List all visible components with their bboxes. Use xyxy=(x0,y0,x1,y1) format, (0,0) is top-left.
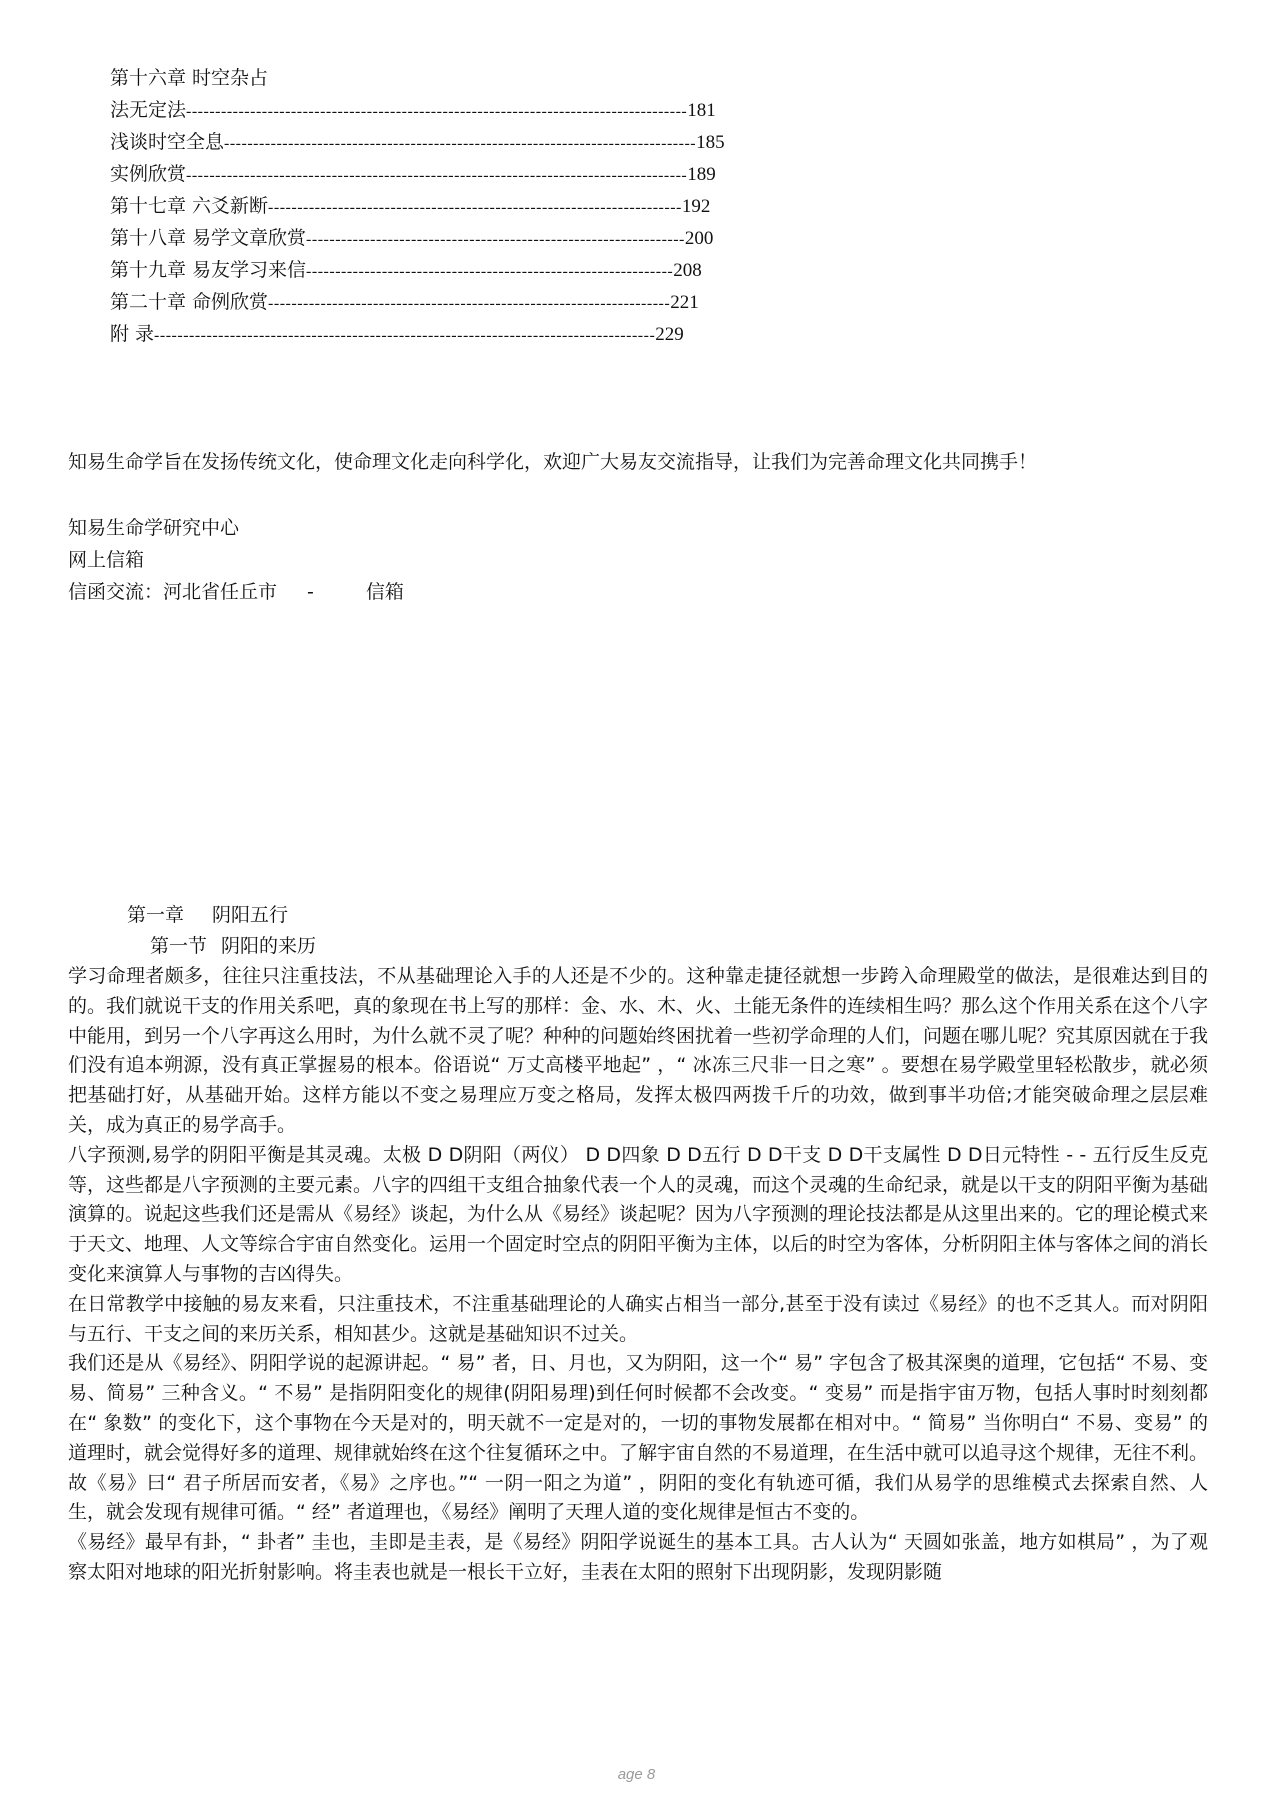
toc-entry-leader: --------------------------------------------------------------------- xyxy=(268,295,671,312)
paragraph: 学习命理者颇多，往往只注重技法，不从基础理论入手的人还是不少的。这种靠走捷径就想一步跨入命理殿堂的做法，是很难达到目的的。我们就说干支的作用关系吧，真的象现在书上写的那样：金、水、木、火、土能无条件的连续相生吗？那么这个作用关系在这个八字中能用，到另一个八字再这么用时，为什么就不灵了呢？种种的问题始终困扰着一些初学命理的人们，问题在哪儿呢？究其原因就在于我们没有追本朔源，没有真正掌握易的根本。俗语说“ 万丈高楼平地起” ，“ 冰冻三尺非一日之寒” 。要想在易学殿堂里轻松散步，就必须把基础打好，从基础开始。这样方能以不变之易理应万变之格局，发挥太极四两拨千斤的功效，做到事半功倍;才能突破命理之层层难关，成为真正的易学高手。 xyxy=(68,965,1209,1136)
toc-entry-title: 第十七章 六爻新断 xyxy=(110,195,269,217)
toc-chapter16-heading: 第十六章 时空杂占 xyxy=(110,67,269,89)
postal-box-label: 信箱 xyxy=(365,581,404,603)
toc-entry-page: 200 xyxy=(684,228,714,249)
toc-entry-page: 221 xyxy=(670,292,699,313)
toc-entry-page: 189 xyxy=(687,164,716,185)
paragraph: 《易经》最早有卦，“ 卦者” 圭也，圭即是圭表，是《易经》阴阳学说诞生的基本工具。古人认为“ 天圆如张盖，地方如棋局” ，为了观察太阳对地球的阳光折射影响。将圭表也就是一根长干立好，圭表在太阳的照射下出现阴影，发现阴影随 xyxy=(68,1531,1208,1583)
toc-entry[interactable] xyxy=(110,222,830,254)
toc-entry-title: 法无定法 xyxy=(110,99,187,121)
chapter-number: 第一章 xyxy=(127,904,185,926)
toc-entry-page: 229 xyxy=(655,324,684,345)
contact-block xyxy=(68,512,404,608)
toc-entry-leader: --------------------------------------------------------------- xyxy=(306,263,674,280)
toc-entry-page: 192 xyxy=(681,196,711,217)
section-number: 第一节 xyxy=(150,935,208,957)
toc-entry-title: 第十八章 易学文章欣赏 xyxy=(110,227,307,249)
toc-entry-title: 浅谈时空全息 xyxy=(110,131,225,153)
intro-statement: 知易生命学旨在发扬传统文化，使命理文化走向科学化，欢迎广大易友交流指导，让我们为完善命理文化共同携手！ xyxy=(68,451,1038,473)
body-text xyxy=(68,962,1208,1588)
toc-entry-title: 第二十章 命例欣赏 xyxy=(110,291,269,313)
paragraph: 八字预测,易学的阴阳平衡是其灵魂。太极 D D阴阳（两仪） D D四象 D D五行 D D干支 D D干支属性 D D日元特性 - - 五行反生反克等，这些都是八字预测的主要元素。八字的四组干支组合抽象代表一个人的灵魂，而这个灵魂的生命纪录，就是以干支的阴阳平衡为基础演算的。说起这些我们还是需从《易经》谈起，为什么从《易经》谈起呢？因为八字预测的理论技法都是从这里出来的。它的理论模式来于天文、地理、人文等综合宇宙自然变化。运用一个固定时空点的阴阳平衡为主体，以后的时空为客体，分析阴阳主体与客体之间的消长变化来演算人与事物的吉凶得失。 xyxy=(68,1143,1209,1285)
toc-entry[interactable] xyxy=(110,94,830,126)
toc-entry-leader: ----------------------------------------------------------------- xyxy=(306,231,685,248)
toc-entry[interactable] xyxy=(110,158,830,190)
online-mailbox-label: 网上信箱 xyxy=(68,549,145,571)
toc-entry[interactable] xyxy=(110,286,830,318)
postal-address-label: 信函交流：河北省任丘市 xyxy=(68,581,278,603)
toc-entry[interactable] xyxy=(110,190,830,222)
section-heading xyxy=(150,931,316,958)
section-title: 阴阳的来历 xyxy=(221,935,317,957)
toc-entry-leader: -------------------------------------------------------------------------------------- xyxy=(186,103,688,120)
toc-entry-page: 208 xyxy=(673,260,702,281)
table-of-contents xyxy=(110,62,830,350)
page-number: age 8 xyxy=(617,1766,656,1783)
toc-entry[interactable] xyxy=(110,126,830,158)
toc-entry-leader: ----------------------------------------------------------------------- xyxy=(268,199,682,216)
postal-address-dash: - xyxy=(307,581,314,603)
toc-entry[interactable] xyxy=(110,254,830,286)
toc-entry-page: 181 xyxy=(687,100,716,121)
toc-entry[interactable] xyxy=(110,318,830,350)
toc-entry-leader: -------------------------------------------------------------------------------------- xyxy=(154,327,656,344)
toc-entry-title: 实例欣赏 xyxy=(110,163,187,185)
toc-entry-leader: -------------------------------------------------------------------------------------- xyxy=(186,167,688,184)
toc-entry-page: 185 xyxy=(696,132,725,153)
research-center-name: 知易生命学研究中心 xyxy=(68,517,240,539)
toc-entry-leader: --------------------------------------------------------------------------------- xyxy=(224,135,697,152)
chapter-heading xyxy=(127,900,288,927)
toc-entry-title: 附 录 xyxy=(110,323,155,345)
paragraph: 我们还是从《易经》、阴阳学说的起源讲起。“ 易” 者，日、月也，又为阴阳，这一个“ 易” 字包含了极其深奥的道理，它包括“ 不易、变易、简易” 三种含义。“ 不易” 是指阴阳变化的规律(阴阳易理)到任何时候都不会改变。“ 变易” 而是指宇宙万物，包括人事时时刻刻都在“ 象数” 的变化下，这个事物在今天是对的，明天就不一定是对的，一切的事物发展都在相对中。“ 简易” 当你明白“ 不易、变易” 的道理时，就会觉得好多的道理、规律就始终在这个往复循环之中。了解宇宙自然的不易道理，在生活中就可以追寻这个规律，无往不利。故《易》曰“ 君子所居而安者，《易》之序也。”“ 一阴一阳之为道” ，阴阳的变化有轨迹可循，我们从易学的思维模式去探索自然、人生，就会发现有规律可循。“ 经” 者道理也，《易经》阐明了天理人道的变化规律是恒古不变的。 xyxy=(68,1352,1209,1524)
paragraph: 在日常教学中接触的易友来看，只注重技术，不注重基础理论的人确实占相当一部分,甚至于没有读过《易经》的也不乏其人。而对阴阳与五行、干支之间的来历关系，相知甚少。这就是基础知识不过关。 xyxy=(68,1292,1208,1345)
chapter-title: 阴阳五行 xyxy=(212,904,289,926)
postal-address xyxy=(68,576,404,608)
toc-entry-title: 第十九章 易友学习来信 xyxy=(110,259,307,281)
